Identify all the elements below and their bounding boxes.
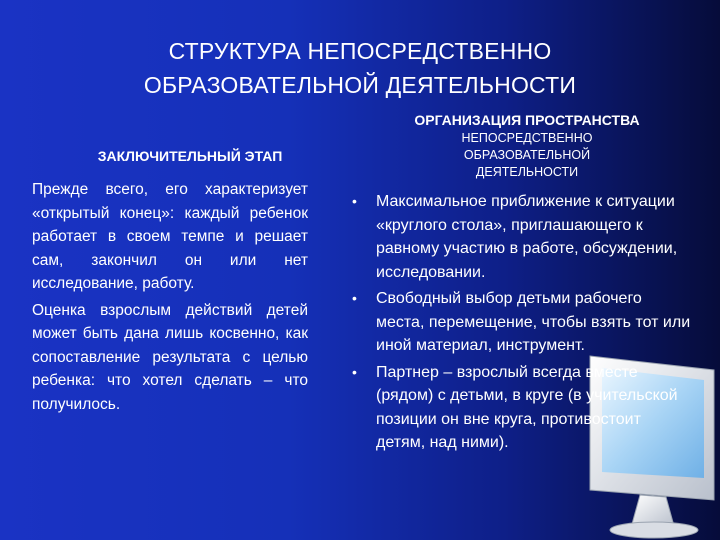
right-subheading [412,130,642,181]
slide-title-line-2: ОБРАЗОВАТЕЛЬНОЙ ДЕЯТЕЛЬНОСТИ [143,72,577,98]
left-heading: ЗАКЛЮЧИТЕЛЬНЫЙ ЭТАП [97,148,283,164]
bullet-dot: • [352,363,357,380]
bullet-text: Партнер – взрослый всегда вместе (рядом) с детьми, в круге (в учительской позиции он вне круга, противостоит детям, над ними). [376,363,678,451]
right-subheading-line: НЕПОСРЕДСТВЕННО [461,131,593,145]
bullet-text: Максимальное приближение к ситуации «круглого стола», приглашающего к равному участию в работе, обсуждении, исследовании. [376,193,678,281]
bullet-dot: • [352,290,357,306]
slide-title-line-1: СТРУКТУРА НЕПОСРЕДСТВЕННО [168,38,552,64]
monitor-base [610,522,698,538]
bullet-text: Свободный выбор детьми рабочего места, перемещение, чтобы взять тот или иной материал, инструмент. [376,290,691,354]
left-paragraph: Оценка взрослым действий детей может быть дана лишь косвенно, как сопоставление результата с целью ребенка: что хотел сделать – что получилось. [32,301,308,413]
bullet-item [352,287,692,358]
bullet-list [352,190,692,458]
slide-title [60,34,660,102]
right-subheading-line: ОБРАЗОВАТЕЛЬНОЙ [463,148,591,162]
bullet-item [352,361,692,455]
left-text-block [32,178,308,419]
right-heading: ОРГАНИЗАЦИЯ ПРОСТРАНСТВА [414,112,640,128]
right-subheading-line: ДЕЯТЕЛЬНОСТИ [475,165,579,179]
bullet-item [352,190,692,284]
monitor-stand [632,495,674,526]
bullet-dot: • [352,193,357,209]
left-paragraph: Прежде всего, его характеризует «открытый конец»: каждый ребенок работает в своем темпе и решает сам, закончил он или нет исследование, работу. [32,181,308,292]
